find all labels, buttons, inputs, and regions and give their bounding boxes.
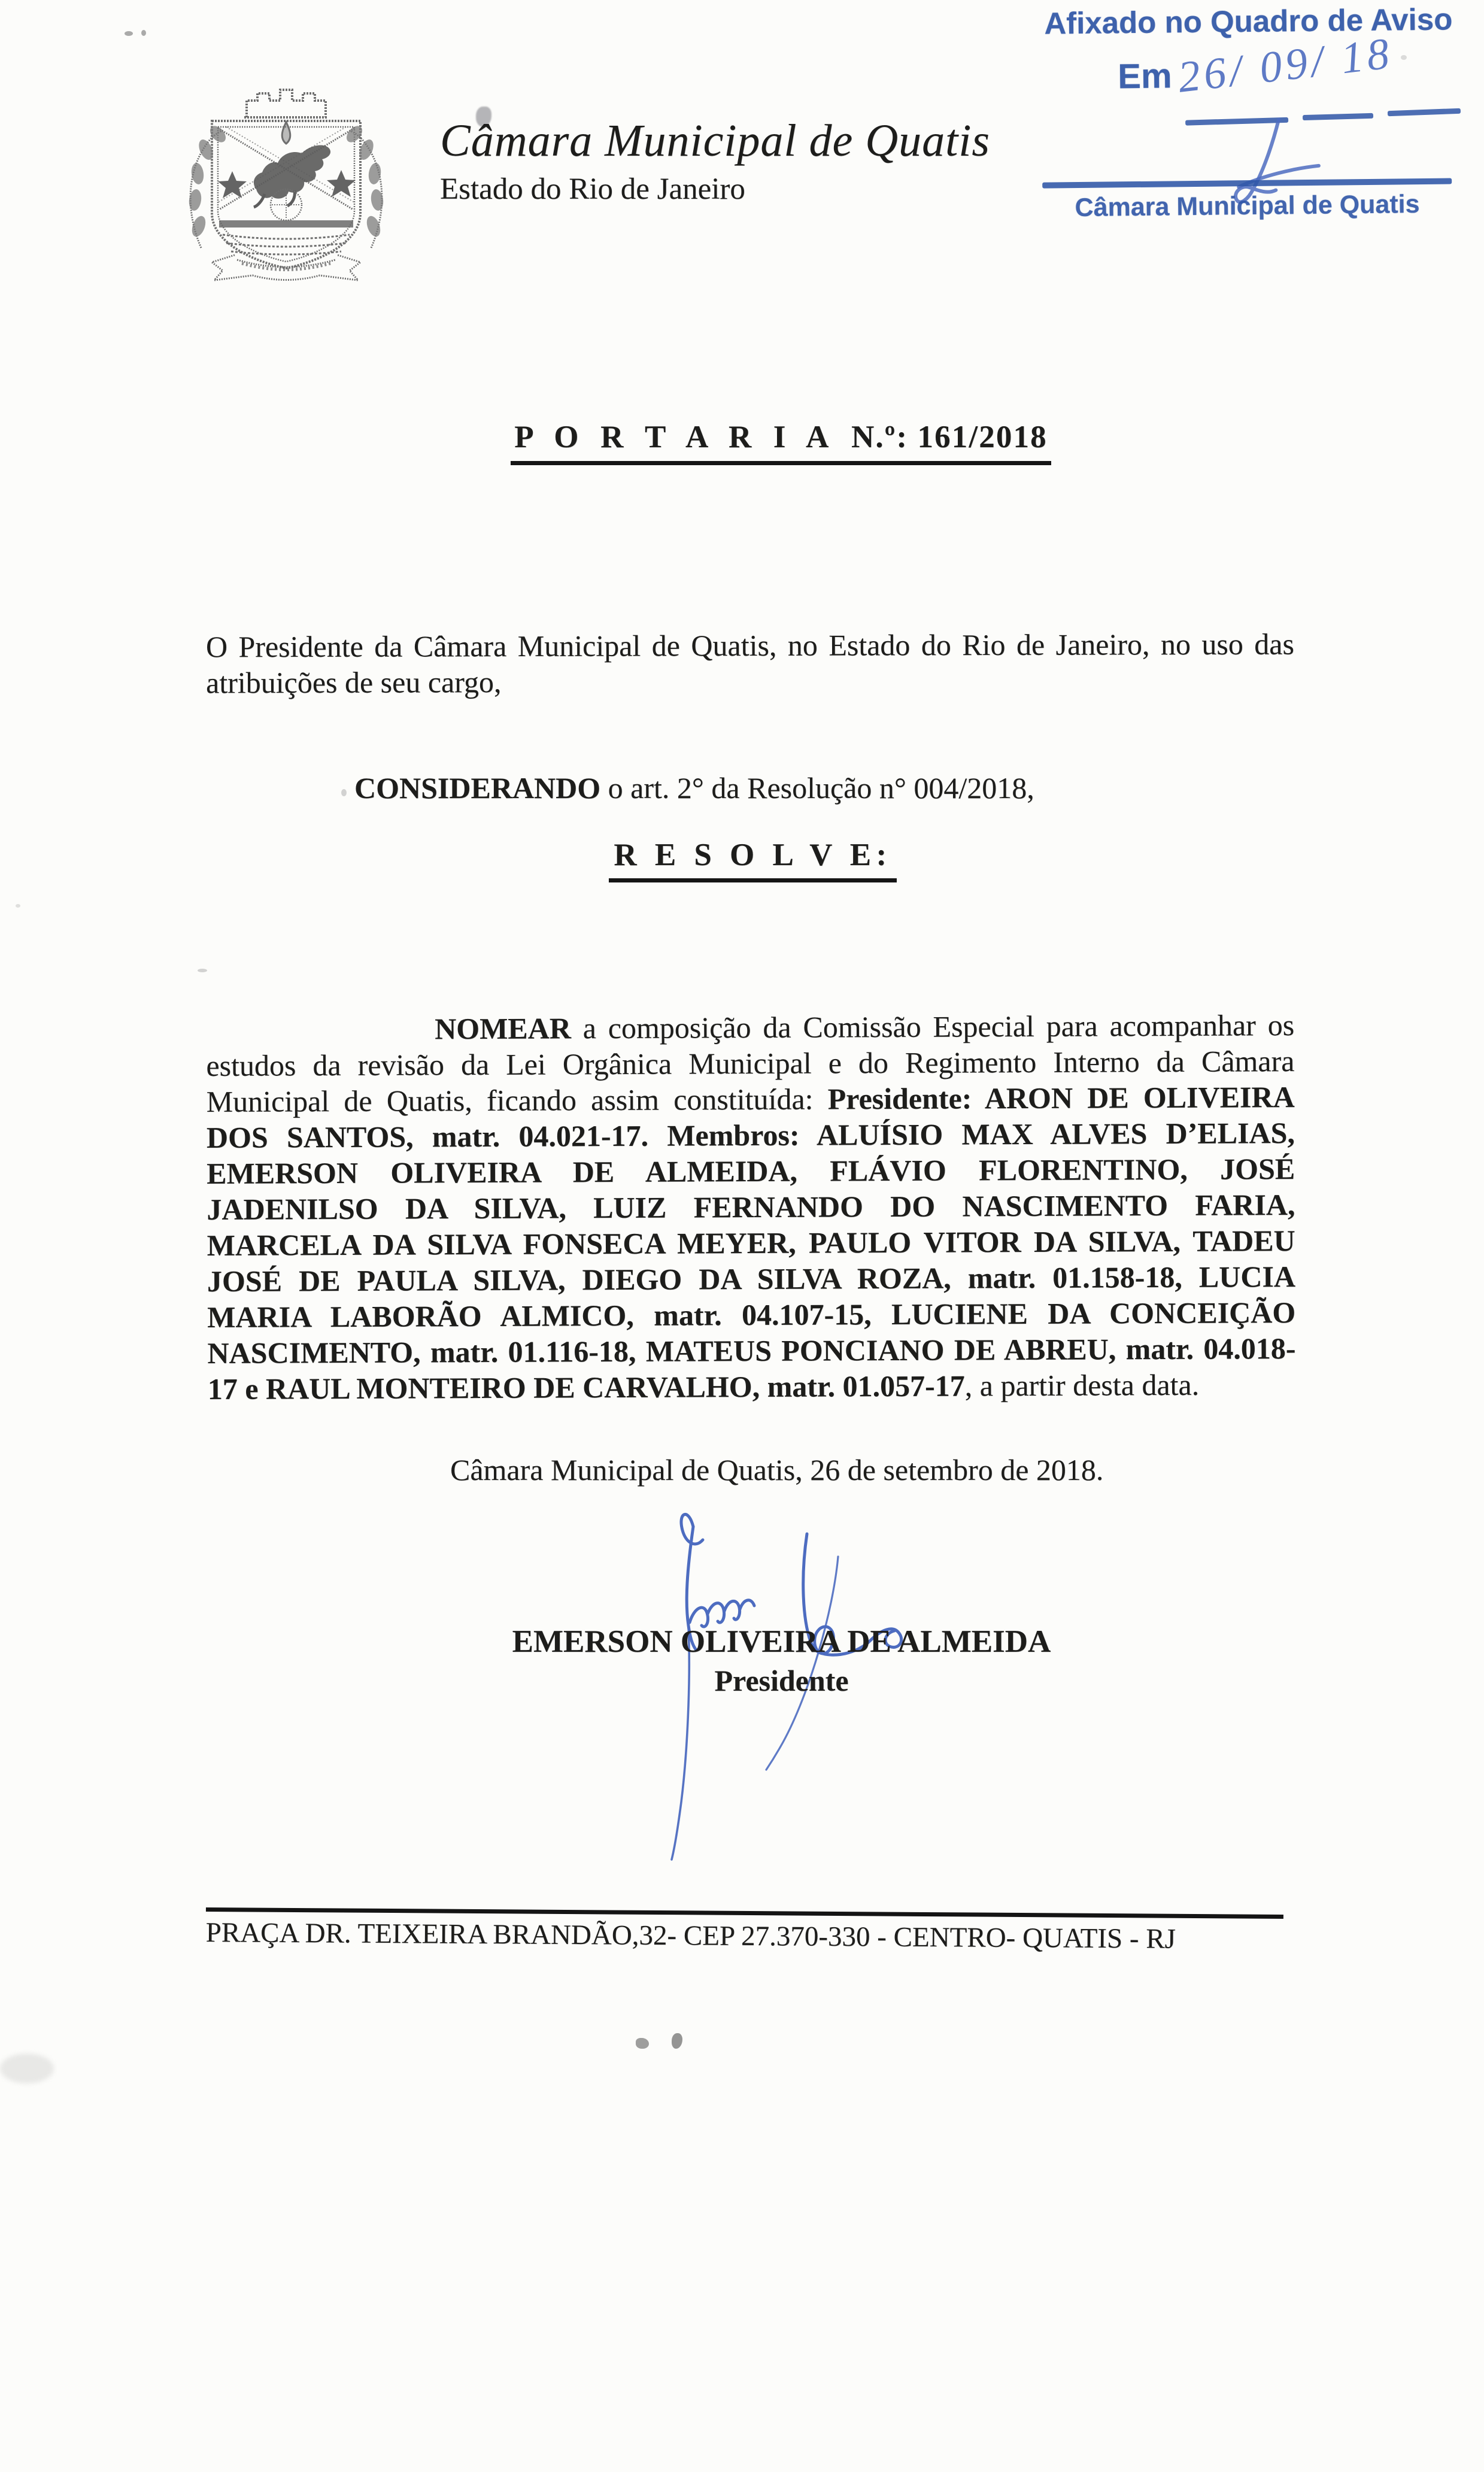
- considerando-paragraph: CONSIDERANDO o art. 2° da Resolução n° 004/2018,: [354, 771, 1034, 805]
- scan-speck: [141, 30, 146, 36]
- intro-paragraph: O Presidente da Câmara Municipal de Quatis, no Estado do Rio de Janeiro, no uso das atribuições de seu cargo,: [205, 627, 1294, 700]
- scan-speck: [341, 789, 347, 796]
- stamp-handwritten-date: 26/ 09/ 18: [1175, 28, 1395, 102]
- signature-block: [0, 1624, 1484, 1698]
- stamp-org-name: Câmara Municipal de Quatis: [1075, 190, 1420, 223]
- signatory-role: Presidente: [714, 1664, 849, 1697]
- org-state-line: Estado do Rio de Janeiro: [440, 172, 745, 206]
- dateline: Câmara Municipal de Quatis, 26 de setembro de 2018.: [450, 1453, 1104, 1487]
- org-name: Câmara Municipal de Quatis: [440, 116, 990, 166]
- letterhead: [440, 115, 990, 207]
- coat-of-arms-icon: [175, 83, 397, 281]
- stamp-underline: [1388, 108, 1461, 116]
- footer-address: PRAÇA DR. TEIXEIRA BRANDÃO,32- CEP 27.370-330 - CENTRO- QUATIS - RJ: [205, 1916, 1176, 1955]
- portaria-title-word: P O R T A R I A: [514, 420, 836, 454]
- scan-speck: [0, 2054, 54, 2083]
- stamp-notice: Afixado no Quadro de Aviso: [1044, 2, 1453, 41]
- signatory-name: EMERSON OLIVEIRA DE ALMEIDA: [512, 1624, 1051, 1659]
- footer: [206, 1907, 1283, 1956]
- stamp-date-label: Em: [1117, 56, 1172, 96]
- resolve-heading: R E S O L V E:: [0, 837, 1484, 882]
- portaria-title-number: N.º: 161/2018: [851, 420, 1048, 454]
- scan-speck: [198, 969, 207, 972]
- scan-speck: [125, 31, 133, 36]
- scan-speck: [672, 2033, 682, 2049]
- scan-speck: [1401, 55, 1407, 60]
- nomear-paragraph: NOMEAR a composição da Comissão Especial para acompanhar os estudos da revisão da Lei Orgânica Municipal e do Regimento Interno da Câmara Municipal de Quatis, ficando assim constituída: Presidente: ARON DE OLIVEIRA DOS SANTOS, matr. 04.021-17. Membros: ALUÍSIO MAX ALVES D’ELIAS, EMERSON OLIVEIRA DE ALMEIDA, FLÁVIO FLORENTINO, JOSÉ JADENILSO DA SILVA, LUIZ FERNANDO DO NASCIMENTO FARIA, MARCELA DA SILVA FONSECA MEYER, PAULO VITOR DA SILVA, TADEU JOSÉ DE PAULA SILVA, DIEGO DA SILVA ROZA, matr. 01.158-18, LUCIA MARIA LABORÃO ALMICO, matr. 04.107-15, LUCIENE DA CONCEIÇÃO NASCIMENTO, matr. 01.116-18, MATEUS PONCIANO DE ABREU, matr. 04.018-17 e RAUL MONTEIRO DE CARVALHO, matr. 01.057-17, a partir desta data.: [206, 1008, 1296, 1406]
- posting-stamp: [1040, 1, 1462, 228]
- scan-speck: [16, 904, 20, 908]
- scan-speck: [636, 2038, 649, 2049]
- portaria-title: [0, 419, 1484, 465]
